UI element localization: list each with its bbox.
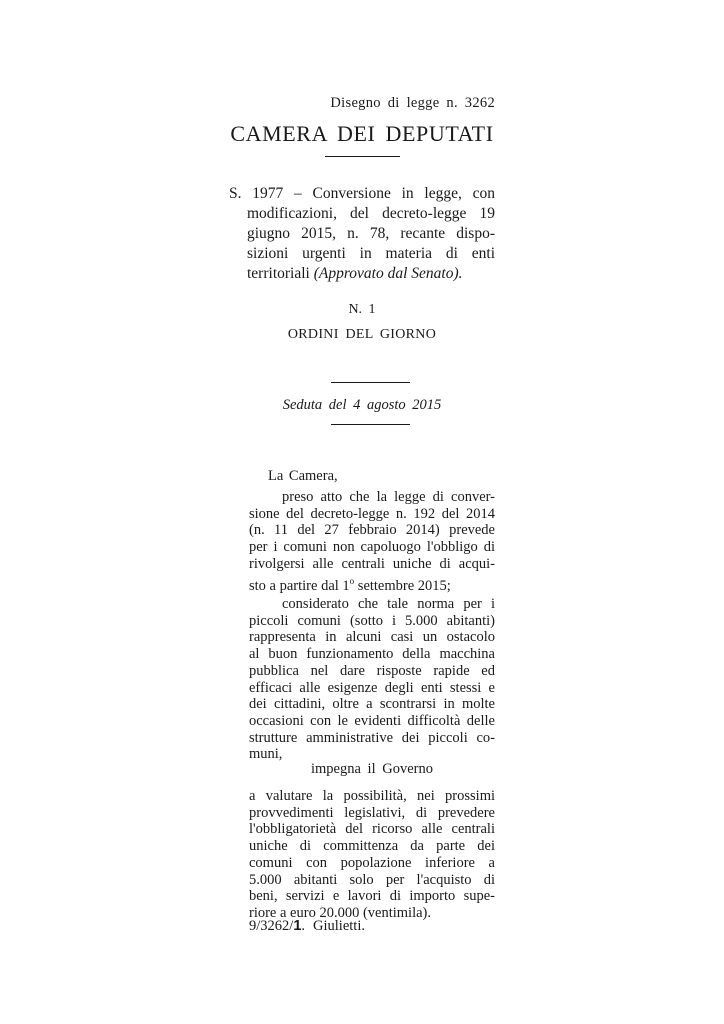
paragraph-line: piccoli comuni (sotto i 5.000 abitanti) (249, 612, 495, 629)
paragraph-line: efficaci alle esigenze degli enti stessi e (249, 679, 495, 696)
paragraph-line: a valutare la possibilità, nei prossimi (249, 788, 495, 804)
reference-code-prefix: 9/3262/ (249, 918, 294, 934)
subject-line: S. 1977 – Conversione in legge, con (229, 185, 495, 202)
order-reference (249, 918, 365, 935)
header-divider (325, 156, 400, 157)
paragraph-line: per i comuni non capoluogo l'obbligo di (249, 539, 495, 556)
session-divider-top (331, 382, 410, 383)
paragraph-line: dei cittadini, oltre a scontrarsi in molte (249, 696, 495, 713)
paragraph-last-line (249, 573, 495, 595)
subject-last-line (229, 264, 495, 284)
reference-code-suffix: . (301, 918, 306, 934)
bill-number: Disegno di legge n. 3262 (330, 95, 495, 111)
paragraph-line: provvedimenti legislativi, di prevedere (249, 804, 495, 821)
document-kind: ORDINI DEL GIORNO (287, 327, 437, 342)
paragraph-line: al buon funzionamento della macchina (249, 646, 495, 663)
chamber-title: CAMERA DEI DEPUTATI (230, 121, 494, 146)
paragraph-considered (249, 596, 495, 763)
paragraph-line: beni, servizi e lavori di importo supe- (249, 888, 495, 905)
bill-subject (229, 184, 495, 284)
reference-code-number: 1 (293, 918, 302, 934)
paragraph-line-prefix: sto a partire dal 1 (249, 577, 350, 594)
paragraph-line: (n. 11 del 27 febbraio 2014) prevede (249, 522, 495, 539)
paragraph-line: occasioni con le evidenti difficoltà delle (249, 712, 495, 729)
ordinal-indicator: o (349, 575, 355, 586)
subject-line: sizioni urgenti in materia di enti (247, 245, 495, 262)
subject-line-prefix: territoriali (247, 265, 314, 282)
subject-line: modificazioni, del decreto-legge 19 (247, 205, 495, 222)
paragraph-line: rappresenta in alcuni casi un ostacolo (249, 629, 495, 646)
paragraph-line: uniche di committenza da parte dei (249, 838, 495, 855)
commitment-phrase: impegna il Governo (311, 761, 433, 777)
paragraph-commitment (249, 788, 495, 922)
session-date: Seduta del 4 agosto 2015 (282, 397, 442, 413)
reference-author: Giulietti. (313, 918, 365, 934)
paragraph-line-suffix: settembre 2015; (354, 577, 451, 594)
paragraph-line: riore a euro 20.000 (ventimila). (249, 904, 431, 921)
paragraph-line: l'obbligatorietà del ricorso alle centrali (249, 821, 495, 838)
paragraph-line: muni, (249, 746, 283, 763)
subject-line: giugno 2015, n. 78, recante dispo- (247, 225, 495, 242)
paragraph-line: rivolgersi alle centrali uniche di acqui- (249, 555, 495, 572)
paragraph-line: considerato che tale norma per i (282, 596, 495, 612)
paragraph-line: comuni con popolazione inferiore a (249, 854, 495, 871)
approved-note: (Approvato dal Senato). (313, 265, 463, 282)
paragraph-line: strutture amministrative dei piccoli co- (249, 729, 495, 746)
paragraph-line: 5.000 abitanti solo per l'acquisto di (249, 871, 495, 888)
session-divider-bottom (331, 424, 410, 425)
document-number: N. 1 (348, 302, 376, 317)
paragraph-line: pubblica nel dare risposte rapide ed (249, 662, 495, 679)
paragraph-line: preso atto che la legge di conver- (282, 489, 495, 505)
paragraph-premise (249, 489, 495, 594)
paragraph-line: sione del decreto-legge n. 192 del 2014 (249, 505, 495, 522)
opening-phrase: La Camera, (268, 468, 338, 484)
